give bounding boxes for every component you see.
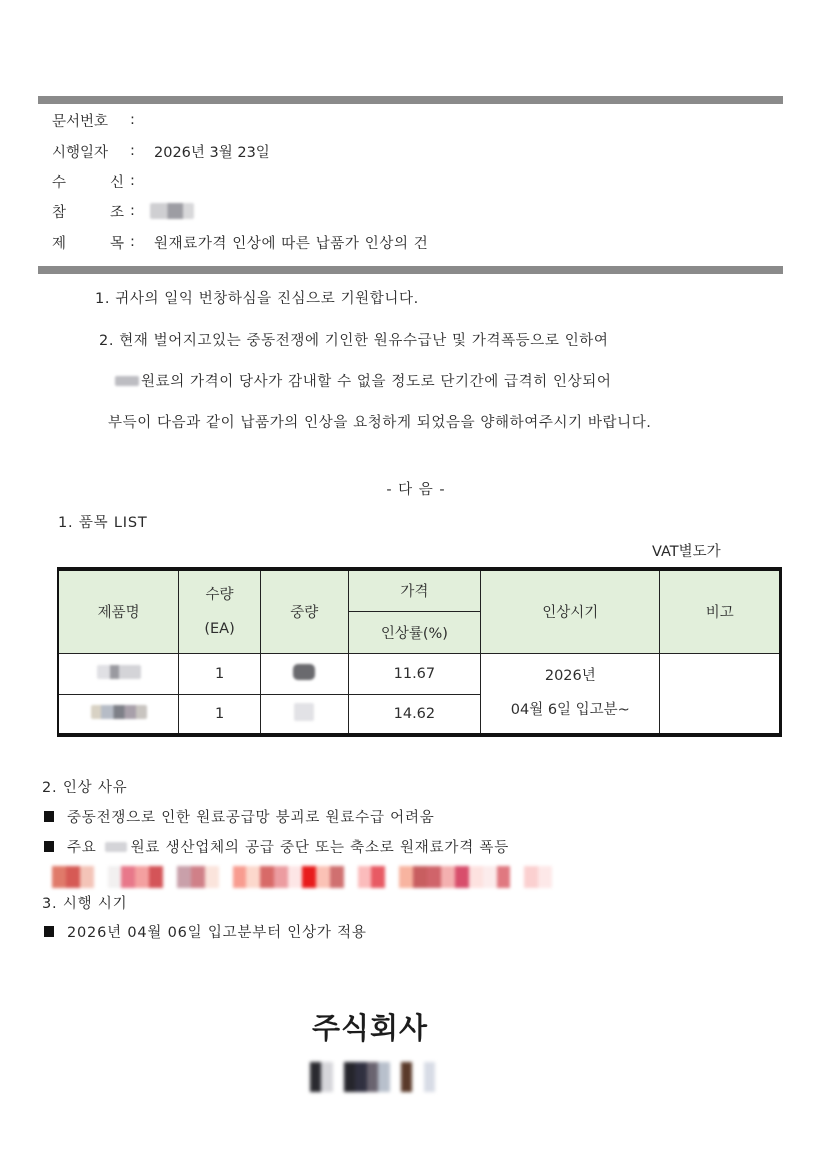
header-quantity-line2: (EA)	[204, 620, 235, 637]
greeting-paragraph: 1. 귀사의 일익 번창하심을 진심으로 기원합니다.	[95, 291, 419, 307]
reason-paragraph-line1: 2. 현재 벌어지고있는 중동전쟁에 기인한 원유수급난 및 가격폭등으로 인하여	[99, 333, 609, 349]
meta-label-part: 제	[52, 235, 67, 252]
redacted-product	[91, 705, 147, 719]
meta-colon: :	[130, 234, 135, 250]
header-quantity-line1: 수량	[205, 586, 234, 603]
header-quantity	[179, 569, 261, 653]
header-price: 가격	[348, 569, 481, 611]
cell-remarks	[660, 653, 781, 735]
meta-label	[52, 171, 132, 192]
header-product-name: 제품명	[58, 569, 179, 653]
reason-paragraph-line2	[115, 370, 611, 391]
cell-weight-redacted	[260, 653, 348, 694]
redacted-product	[97, 665, 141, 679]
vat-note: VAT별도가	[652, 544, 721, 560]
header-weight: 중량	[260, 569, 348, 653]
cell-increase-rate: 11.67	[348, 653, 481, 694]
reason-bullet-1	[44, 806, 435, 827]
meta-label	[52, 201, 132, 222]
redacted-reference	[150, 203, 194, 219]
timing-line2: 04월 6일 입고분~	[510, 702, 630, 719]
cell-product-redacted	[58, 694, 179, 735]
reason-paragraph-line3: 부득이 다음과 같이 납품가의 인상을 요청하게 되었음을 양해하여주시기 바랍니다.	[108, 415, 652, 431]
header-remarks: 비고	[660, 569, 781, 653]
reason-bullet-1-text: 중동전쟁으로 인한 원료공급망 붕괴로 원료수급 어려움	[67, 810, 435, 826]
cell-quantity: 1	[179, 694, 261, 735]
section-1-title: 1. 품목 LIST	[58, 515, 148, 531]
meta-label-part: 참	[52, 204, 67, 221]
reason-bullet-2	[44, 836, 509, 857]
cell-product-redacted	[58, 653, 179, 694]
meta-value: 원재료가격 인상에 따른 납품가 인상의 건	[154, 235, 429, 252]
company-type-label: 주식회사	[311, 1011, 429, 1045]
meta-doc-number	[52, 110, 146, 130]
header-top-rule	[38, 96, 783, 104]
redacted-material	[115, 376, 139, 386]
meta-colon: :	[130, 203, 135, 219]
meta-recipient	[52, 171, 146, 191]
reason-bullet-2-text-a: 주요	[67, 840, 97, 856]
meta-label-part: 신	[109, 174, 124, 191]
header-bottom-rule	[38, 266, 783, 274]
header-increase-timing: 인상시기	[481, 569, 660, 653]
effective-date-bullet	[44, 921, 367, 942]
meta-subject	[52, 232, 428, 252]
header-increase-rate: 인상률(%)	[348, 611, 481, 653]
effective-date-text: 2026년 04월 06일 입고분부터 인상가 적용	[67, 925, 367, 941]
redacted-weight	[293, 664, 315, 680]
meta-colon: :	[130, 112, 135, 128]
cell-weight-redacted	[260, 694, 348, 735]
meta-label-part: 목	[109, 235, 124, 252]
meta-reference	[52, 201, 194, 221]
timing-line1: 2026년	[544, 668, 596, 685]
item-price-table	[57, 567, 782, 737]
meta-issue-date	[52, 141, 270, 161]
reason-bullet-2-text-b: 원료 생산업체의 공급 중단 또는 축소로 원재료가격 폭등	[130, 840, 510, 856]
meta-label: 시행일자	[52, 144, 109, 161]
reason-paragraph-line2-text: 원료의 가격이 당사가 감내할 수 없을 정도로 단기간에 급격히 인상되어	[141, 374, 612, 390]
meta-label-part: 수	[52, 174, 67, 191]
square-bullet-icon	[44, 926, 54, 937]
square-bullet-icon	[44, 841, 54, 852]
cell-increase-timing	[481, 653, 660, 735]
redacted-text-line	[52, 866, 552, 888]
section-3-title: 3. 시행 시기	[42, 896, 128, 912]
meta-label	[52, 232, 132, 253]
meta-label-part: 조	[109, 204, 124, 221]
meta-value: 2026년 3월 23일	[154, 144, 270, 161]
square-bullet-icon	[44, 811, 54, 822]
section-2-title: 2. 인상 사유	[42, 780, 128, 796]
redacted-company-name	[310, 1062, 435, 1092]
redacted-material	[105, 842, 127, 852]
cell-quantity: 1	[179, 653, 261, 694]
meta-label: 문서번호	[52, 113, 109, 130]
redacted-weight	[294, 703, 314, 721]
meta-colon: :	[130, 173, 135, 189]
meta-colon: :	[130, 143, 135, 159]
table-row	[58, 653, 781, 694]
cell-increase-rate: 14.62	[348, 694, 481, 735]
notice-heading: - 다 음 -	[386, 482, 446, 498]
